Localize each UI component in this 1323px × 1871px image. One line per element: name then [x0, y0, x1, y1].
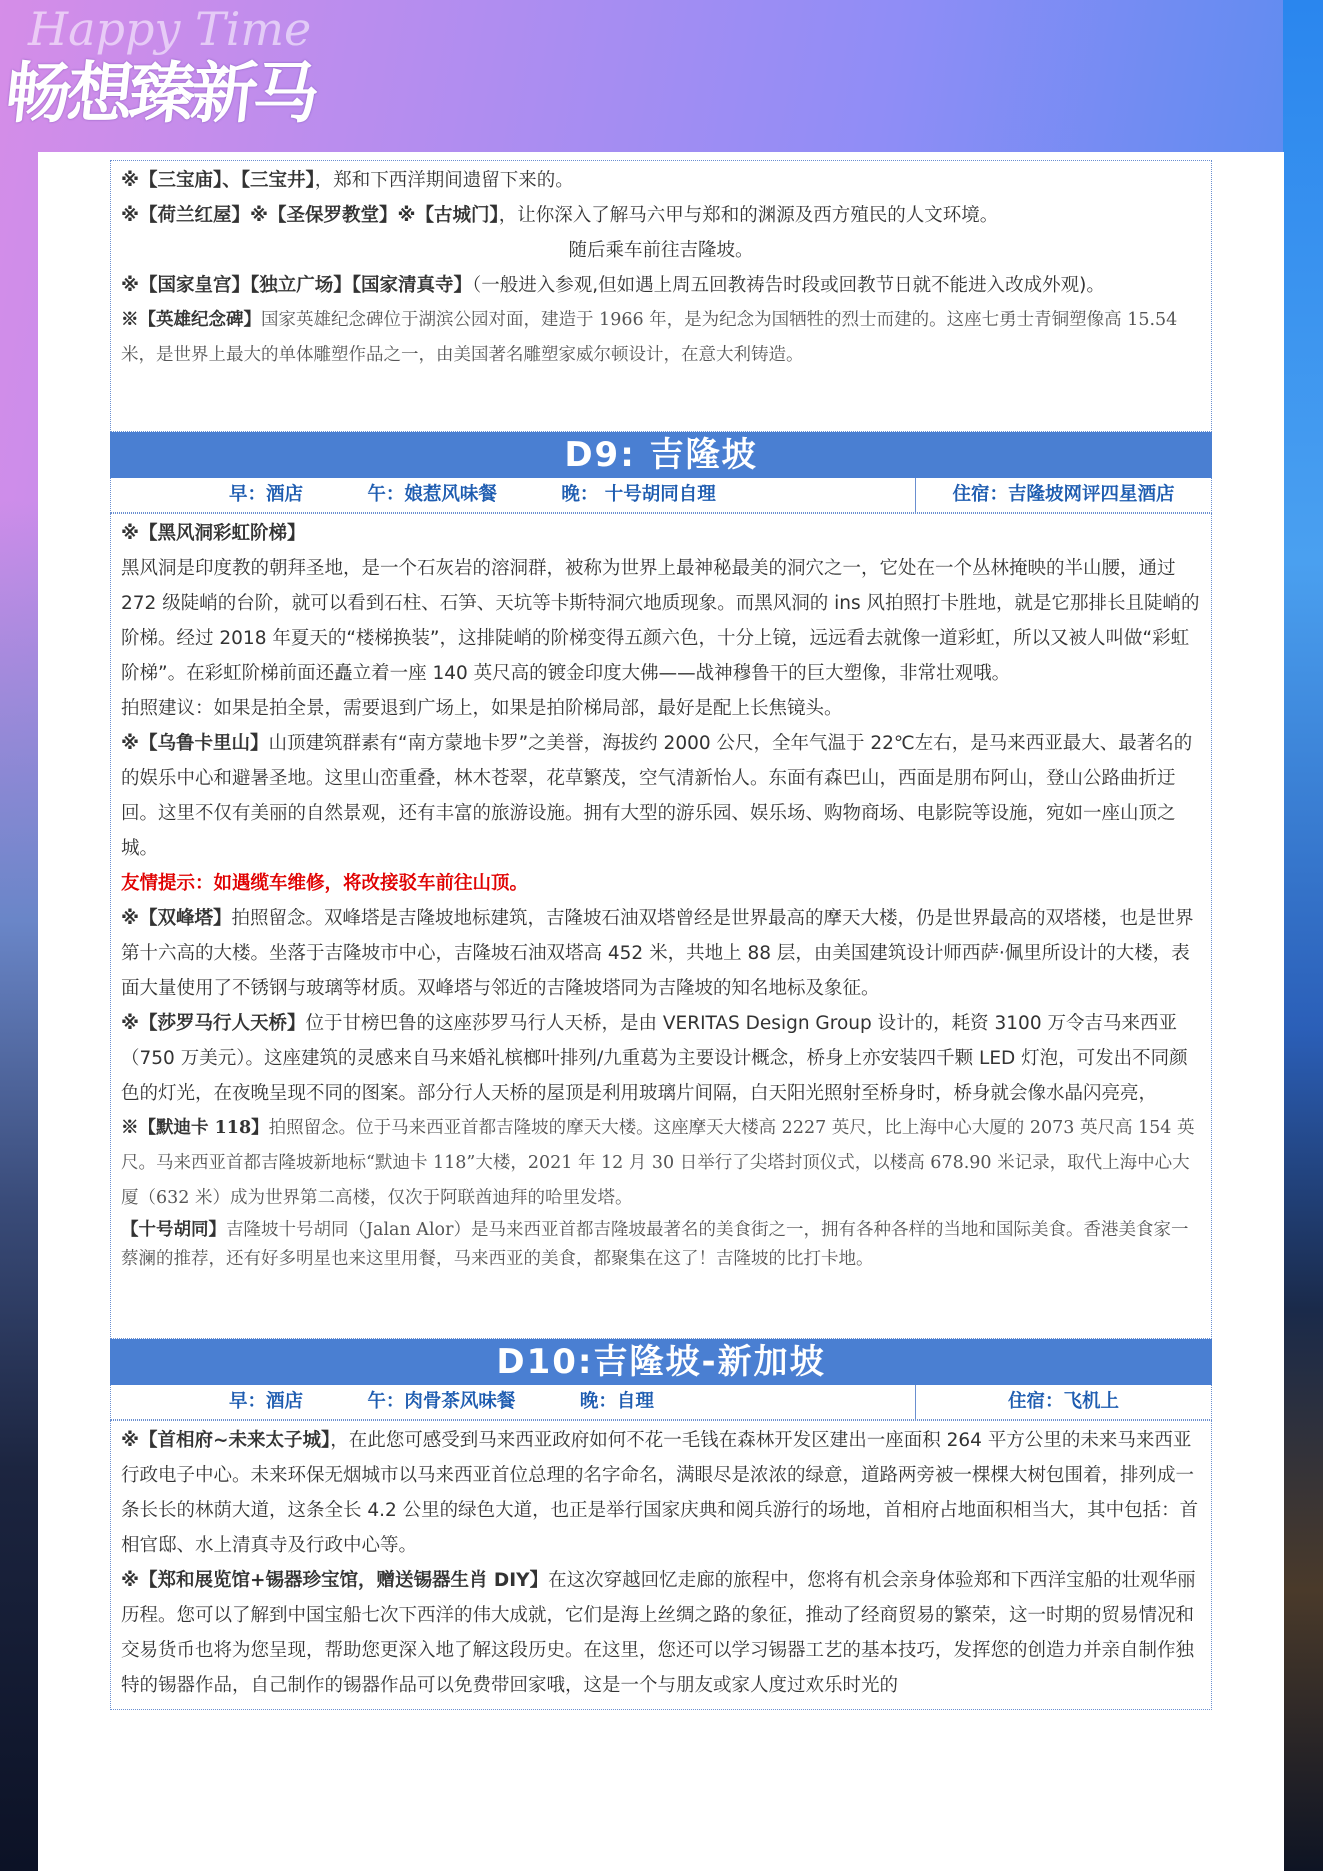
- attraction-batu-caves-text: 黑风洞是印度教的朝拜圣地，是一个石灰岩的溶洞群，被称为世界上最神秘最美的洞穴之一，它处在一个丛林掩映的半山腰，通过 272 级陡峭的台阶，就可以看到石柱、石笋、天坑等卡斯特洞穴地质现象。而黑风洞的 ins 风拍照打卡胜地，就是它那排长且陡峭的阶梯。经过 2018 年夏天的“楼梯换装”，这排陡峭的阶梯变得五颜六色，十分上镜，远远看去就像一道彩虹，所以又被人叫做“彩虹阶梯”。在彩虹阶梯前面还矗立着一座 140 英尺高的镀金印度大佛——战神穆鲁干的巨大塑像，非常壮观哦。: [121, 558, 1200, 684]
- stay-info-d9: 住宿：吉隆坡网评四星酒店: [952, 484, 1175, 505]
- itinerary-content: [110, 160, 1212, 1710]
- logo-script-text: Happy Time: [28, 2, 312, 56]
- meals-row-d9: [110, 478, 1212, 513]
- attraction-dutch-red-house: ※【荷兰红屋】※【圣保罗教堂】※【古城门】，让你深入了解马六甲与郑和的渊源及西方殖民的人文环境。: [121, 205, 999, 226]
- transfer-note: 随后乘车前往吉隆坡。: [568, 240, 754, 261]
- attraction-genting: ※【乌鲁卡里山】山顶建筑群素有“南方蒙地卡罗”之美誉，海拔约 2000 公尺，全年气温于 22℃左右，是马来西亚最大、最著名的的娱乐中心和避暑圣地。这里山峦重叠，林木苍翠，花草繁茂，空气清新怡人。东面有森巴山，西面是朋布阿山，登山公路曲折迂回。这里不仅有美丽的自然景观，还有丰富的旅游设施。拥有大型的游乐园、娱乐场、购物商场、电影院等设施，宛如一座山顶之城。: [121, 733, 1193, 859]
- attraction-merdeka-118: ※【默迪卡 118】拍照留念。位于马来西亚首都吉隆坡的摩天大楼。这座摩天大楼高 2227 英尺，比上海中心大厦的 2073 英尺高 154 英尺。马来西亚首都吉隆坡新地标“默迪卡 118”大楼，2021 年 12 月 30 日举行了尖塔封顶仪式，以楼高 678.90 米记录，取代上海中心大厦（632 米）成为世界第二高楼，仅次于阿联酋迪拜的哈里发塔。: [121, 1118, 1195, 1208]
- attraction-saloma-bridge: ※【莎罗马行人天桥】位于甘榜巴鲁的这座莎罗马行人天桥，是由 VERITAS Design Group 设计的，耗资 3100 万令吉马来西亚（750 万美元）。这座建筑的灵感来自马来婚礼槟榔叶排列/九重葛为主要设计概念，桥身上亦安装四千颗 LED 灯泡，可发出不同颜色的灯光，在夜晚呈现不同的图案。部分行人天桥的屋顶是利用玻璃片间隔，白天阳光照射至桥身时，桥身就会像水晶闪亮亮，: [121, 1013, 1188, 1104]
- brand-logo: 畅想臻新马: [1, 55, 320, 132]
- day8-continued-section: [110, 160, 1212, 432]
- city-background-left-upper: [0, 500, 40, 1200]
- attraction-national-palace: ※【国家皇宫】【独立广场】【国家清真寺】（一般进入参观,但如遇上周五回教祷告时段或回教节日就不能进入改成外观)。: [121, 275, 1105, 296]
- attraction-putrajaya: ※【首相府~未来太子城】，在此您可感受到马来西亚政府如何不花一毛钱在森林开发区建出一座面积 264 平方公里的未来马来西亚行政电子中心。未来环保无烟城市以马来西亚首位总理的名字命名，满眼尽是浓浓的绿意，道路两旁被一棵棵大树包围着，排列成一条长长的林荫大道，这条全长 4.2 公里的绿色大道，也正是举行国家庆典和阅兵游行的场地，首相府占地面积相当大，其中包括：首相官邸、水上清真寺及行政中心等。: [121, 1430, 1199, 1556]
- meals-row-d10: [110, 1385, 1212, 1420]
- itinerary-page: [38, 152, 1284, 1871]
- meals-info-d10: 早：酒店 午：肉骨茶风味餐 晚：自理: [111, 1385, 916, 1419]
- day10-section: [110, 1420, 1212, 1710]
- day-header-d10: D10:吉隆坡-新加坡: [110, 1339, 1212, 1385]
- meals-info-d9: 早：酒店 午：娘惹风味餐 晚： 十号胡同自理: [111, 478, 916, 512]
- attraction-petronas-towers: ※【双峰塔】拍照留念。双峰塔是吉隆坡地标建筑，吉隆坡石油双塔曾经是世界最高的摩天大楼，仍是世界最高的双塔楼，也是世界第十六高的大楼。坐落于吉隆坡市中心，吉隆坡石油双塔高 452 米，共地上 88 层，由美国建筑设计师西萨·佩里所设计的大楼，表面大量使用了不锈钢与玻璃等材质。双峰塔与邻近的吉隆坡塔同为吉隆坡的知名地标及象征。: [121, 908, 1194, 999]
- attraction-zhenghe-gallery: ※【郑和展览馆+锡器珍宝馆，赠送锡器生肖 DIY】在这次穿越回忆走廊的旅程中，您将有机会亲身体验郑和下西洋宝船的壮观华丽历程。您可以了解到中国宝船七次下西洋的伟大成就，它们是海上丝绸之路的象征，推动了经商贸易的繁荣，这一时期的贸易情况和交易货币也将为您呈现，帮助您更深入地了解这段历史。在这里，您还可以学习锡器工艺的基本技巧，发挥您的创造力并亲自制作独特的锡器作品，自己制作的锡器作品可以免费带回家哦，这是一个与朋友或家人度过欢乐时光的: [121, 1570, 1196, 1696]
- attraction-batu-caves-title: ※【黑风洞彩虹阶梯】: [121, 523, 306, 544]
- cable-car-tip: 友情提示：如遇缆车维修，将改接驳车前往山顶。: [121, 873, 529, 894]
- city-background-right: [1283, 0, 1323, 1871]
- city-background-left: [0, 1200, 40, 1871]
- photo-tip: 拍照建议：如果是拍全景，需要退到广场上，如果是拍阶梯局部，最好是配上长焦镜头。: [121, 698, 843, 719]
- stay-info-d10: 住宿：飞机上: [1007, 1391, 1119, 1412]
- attraction-sanbao: ※【三宝庙】、【三宝井】，郑和下西洋期间遗留下来的。: [121, 170, 574, 191]
- attraction-jalan-alor: 【十号胡同】吉隆坡十号胡同（Jalan Alor）是马来西亚首都吉隆坡最著名的美食街之一，拥有各种各样的当地和国际美食。香港美食家一蔡澜的推荐，还有好多明星也来这里用餐，马来西亚的美食，都聚集在这了！吉隆坡的比打卡地。: [121, 1220, 1189, 1269]
- attraction-national-monument: ※【英雄纪念碑】国家英雄纪念碑位于湖滨公园对面，建造于 1966 年，是为纪念为国牺牲的烈士而建的。这座七勇士青铜塑像高 15.54 米，是世界上最大的单体雕塑作品之一，由美国著名雕塑家威尔顿设计，在意大利铸造。: [121, 310, 1178, 365]
- day9-section: [110, 513, 1212, 1339]
- day-header-d9: D9: 吉隆坡: [110, 432, 1212, 478]
